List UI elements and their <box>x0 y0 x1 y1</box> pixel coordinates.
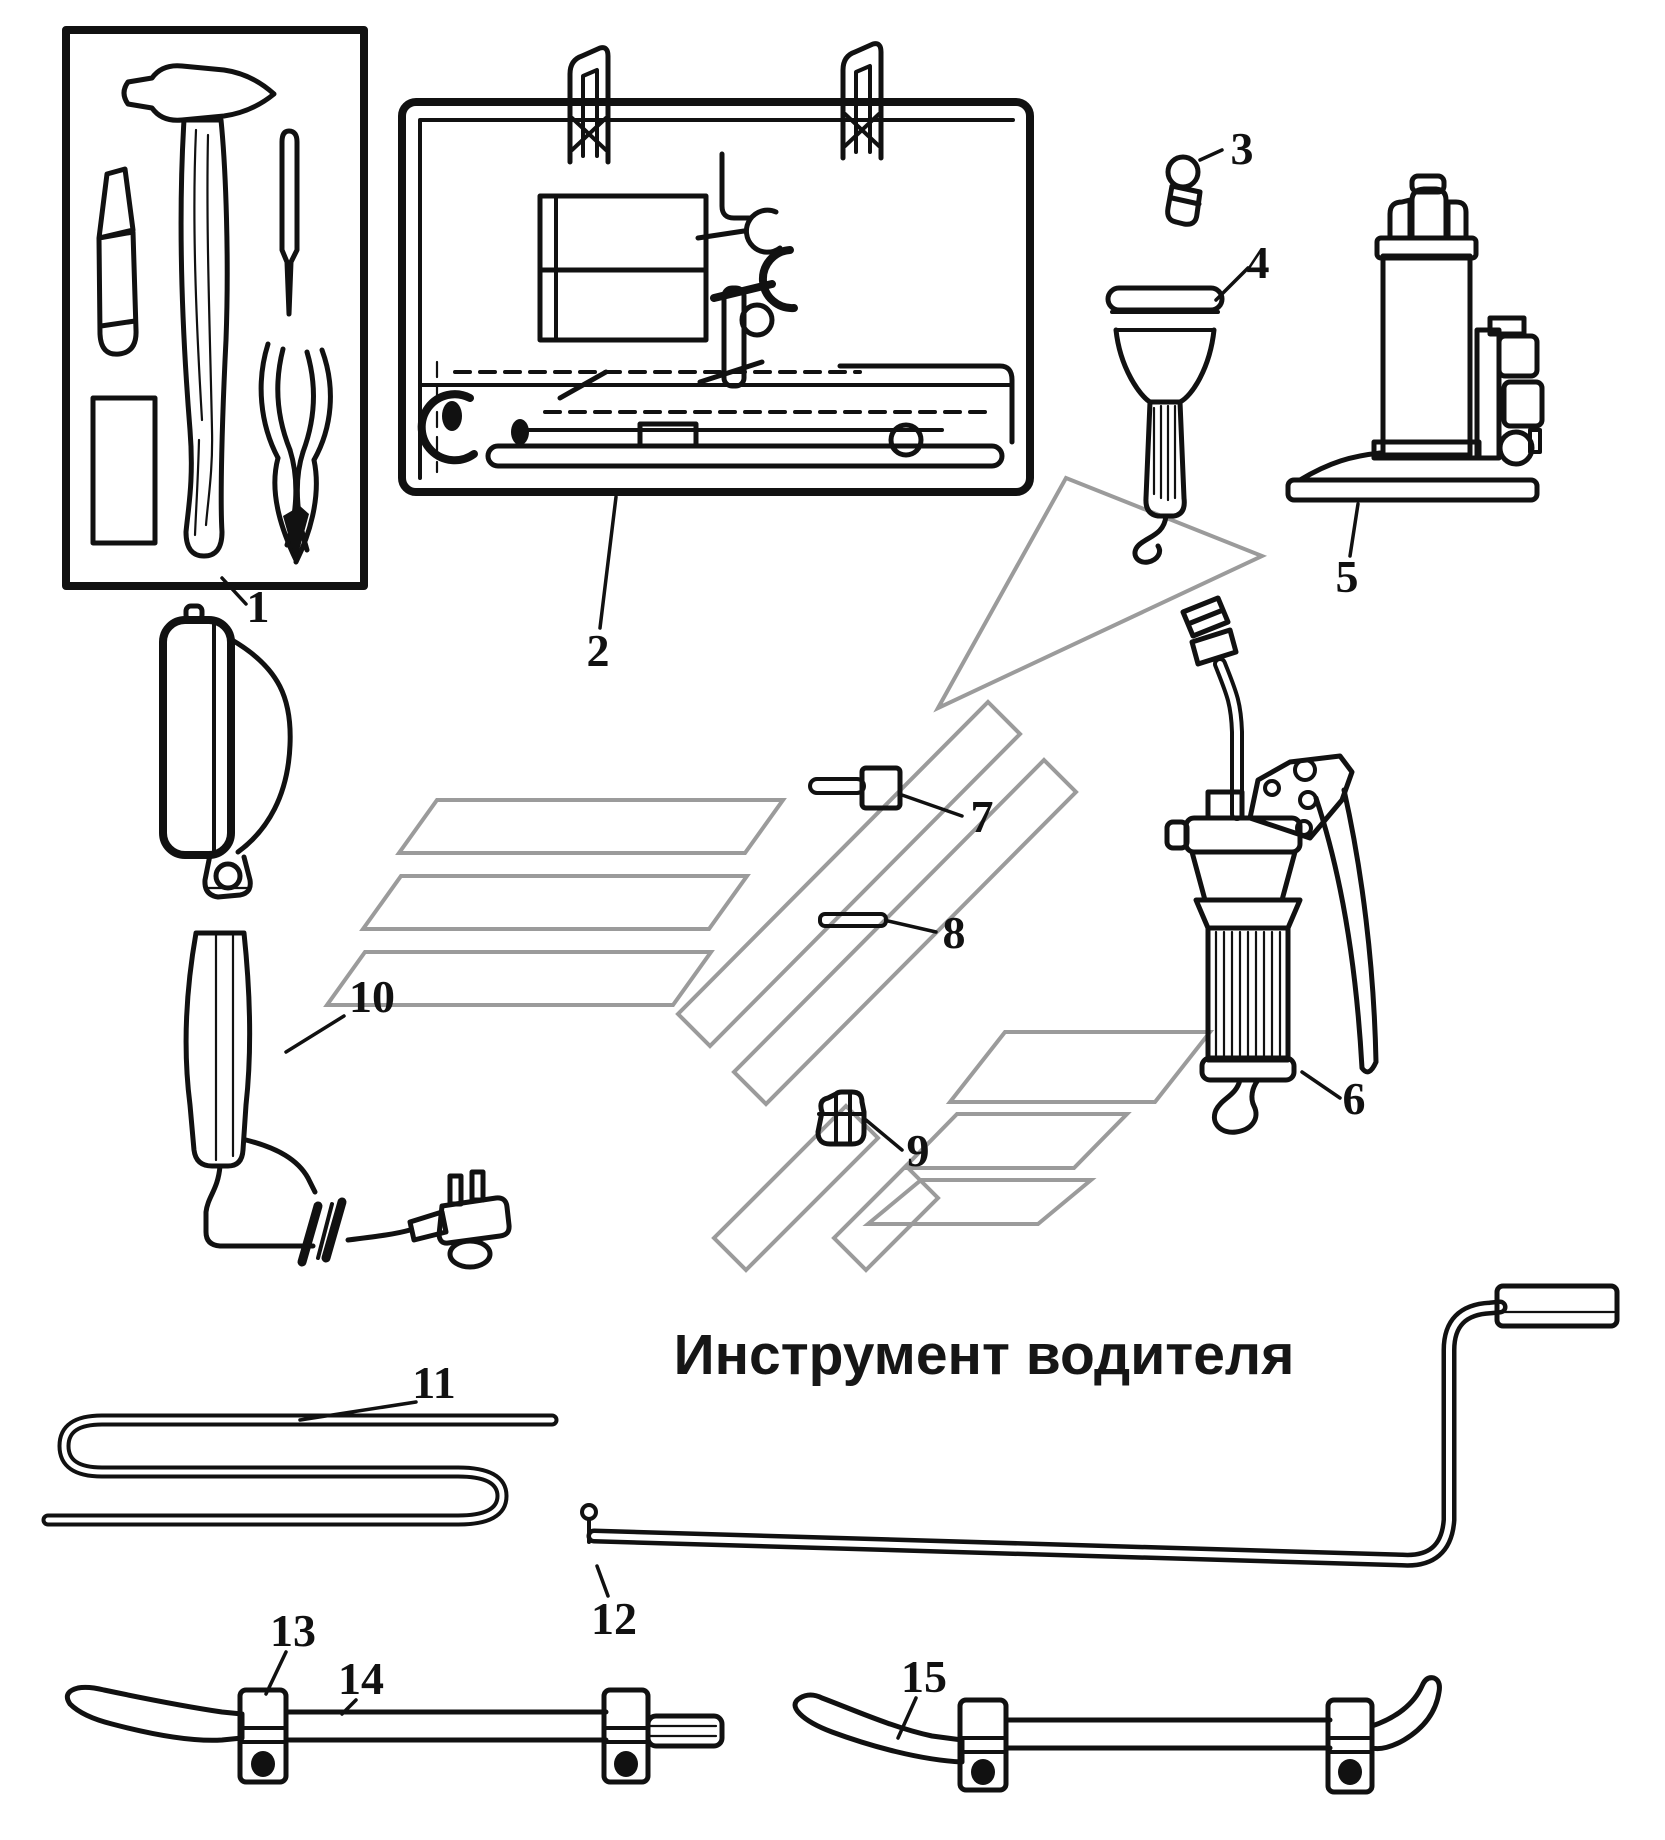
lever-bar <box>286 1712 606 1740</box>
toolbox-outline <box>66 30 364 586</box>
callout-13: 13 <box>270 1605 316 1656</box>
clamp-bands <box>604 1728 648 1742</box>
bundle-tube <box>488 446 1002 466</box>
pin-item-8 <box>820 914 886 926</box>
leader-line-5 <box>1350 504 1358 556</box>
callout-8: 8 <box>942 907 966 958</box>
watermark-band <box>734 760 1076 1104</box>
watermark-logo <box>327 478 1262 1270</box>
jack-base <box>1288 480 1537 500</box>
mounting-lever-item-15 <box>795 1678 1439 1792</box>
callout-15: 15 <box>901 1651 947 1702</box>
jack-pump-assembly <box>1477 318 1542 464</box>
fitting-stem <box>810 779 864 793</box>
lever-blade-left <box>67 1687 242 1740</box>
drift-punch <box>99 169 136 354</box>
leader-line-4 <box>1216 268 1248 300</box>
bulb-glass <box>1168 157 1198 187</box>
jack-cylinder-flange <box>1374 442 1479 458</box>
bulb-item-3 <box>1168 157 1200 224</box>
funnel-rim-band <box>1112 312 1218 330</box>
watermark-parallelogram <box>950 1032 1210 1102</box>
jack-top-cap <box>1412 176 1444 192</box>
funnel-rim <box>1108 288 1222 310</box>
lever-clamp-left <box>960 1700 1006 1790</box>
callout-1: 1 <box>246 581 270 632</box>
nozzle-cap <box>1183 598 1236 664</box>
callout-11: 11 <box>412 1357 456 1408</box>
bent-rod-item-11 <box>48 1420 552 1520</box>
lever-hex-end <box>648 1716 722 1746</box>
callout-3: 3 <box>1230 123 1254 174</box>
jack-base-ramp <box>1300 453 1380 480</box>
callout-9: 9 <box>906 1125 930 1176</box>
watermark-band <box>714 1106 878 1270</box>
hammer-handle <box>181 120 227 556</box>
clamp-bands <box>960 1738 1006 1752</box>
lamp-item-10 <box>163 606 509 1267</box>
leader-line-1 <box>222 578 246 604</box>
leader-line-10 <box>286 1016 344 1052</box>
lever-hex-flats <box>648 1726 716 1736</box>
leader-line-6 <box>1302 1072 1340 1098</box>
case-upper-tray <box>540 154 794 386</box>
watermark-parallelogram <box>904 1114 1127 1168</box>
scriber <box>282 131 297 314</box>
clamp-bands <box>1328 1738 1372 1752</box>
tool-case-item-2 <box>402 44 1030 492</box>
cord-break-marks <box>302 1202 342 1262</box>
jack-cylinder <box>1383 256 1470 455</box>
callout-10: 10 <box>349 971 395 1022</box>
callout-5: 5 <box>1335 551 1359 602</box>
callout-6: 6 <box>1342 1073 1366 1124</box>
barrel-ribs <box>1216 932 1280 1056</box>
callout-7: 7 <box>970 791 994 842</box>
toolbox-item-1 <box>66 30 364 586</box>
lamp-handle <box>186 933 249 1166</box>
pliers-jaws <box>261 344 330 460</box>
bundle-dark-lug <box>442 401 462 431</box>
callout-4: 4 <box>1246 237 1270 288</box>
lever-blade-left <box>795 1695 962 1762</box>
pliers <box>261 344 330 562</box>
power-plug <box>439 1172 509 1267</box>
lamp-cord <box>206 1166 313 1246</box>
hammer-grain-lines <box>194 130 212 535</box>
clamp-bolt <box>251 1751 275 1777</box>
jack-screw-nuts <box>1390 189 1466 238</box>
funnel-spout-hatch <box>1154 406 1175 500</box>
leader-line-8 <box>888 921 936 932</box>
watermark-band <box>834 1166 938 1270</box>
funnel-spout <box>1146 402 1184 498</box>
callout-2: 2 <box>586 625 610 676</box>
callout-12: 12 <box>591 1593 637 1644</box>
funnel-hook <box>1135 516 1166 562</box>
clamp-bands <box>240 1728 286 1742</box>
bent-pin <box>722 154 750 218</box>
diagram-title: Инструмент водителя <box>673 1323 1295 1387</box>
leader-line-12 <box>597 1566 608 1596</box>
bottom-hook <box>1214 1080 1258 1132</box>
bundle-diagonal-tools <box>560 362 762 398</box>
lever-handle <box>1316 790 1376 1072</box>
lamp-yoke <box>205 855 250 897</box>
cord-continue <box>348 1230 410 1240</box>
bundle-block <box>640 424 696 446</box>
lamp-housing <box>163 620 231 855</box>
watermark-stripe <box>399 800 783 853</box>
leader-line-7 <box>902 795 962 816</box>
hammer-head <box>124 66 274 121</box>
leader-line-3 <box>1200 150 1222 160</box>
lamp-handle-ribs <box>216 933 233 1160</box>
callout-14: 14 <box>338 1653 384 1704</box>
watermark-parallelogram <box>868 1180 1091 1224</box>
fitting-body <box>862 768 900 808</box>
jack-item-5 <box>1288 176 1542 500</box>
crank-handle-sleeve <box>1497 1286 1617 1326</box>
lever-clamp-right <box>1328 1700 1372 1792</box>
case-tool-bundle <box>422 362 1012 472</box>
lever-clamp-right <box>604 1690 648 1782</box>
clamp-item-13 <box>240 1690 286 1782</box>
clamp-bolt <box>971 1759 995 1785</box>
head-body <box>1192 852 1295 900</box>
whetstone-block <box>93 398 155 543</box>
lever-hook-end <box>1372 1678 1439 1749</box>
funnel-spout-cap <box>1146 498 1184 516</box>
leader-line-2 <box>600 497 616 628</box>
funnel-bowl <box>1116 330 1214 402</box>
funnel-item-4 <box>1108 288 1222 562</box>
lamp-hook <box>246 1140 315 1192</box>
lever-bar <box>1006 1720 1330 1748</box>
head-flange <box>1186 818 1300 852</box>
mounting-lever-item-14 <box>67 1687 722 1782</box>
clamp-bolt <box>1338 1759 1362 1785</box>
bulb-base <box>1168 186 1200 224</box>
clamp-bolt <box>614 1751 638 1777</box>
watermark-triangle <box>938 478 1262 708</box>
barrel-shoulder <box>1196 900 1300 928</box>
retainer-pin <box>582 1505 596 1519</box>
lamp-lens-dome <box>232 640 290 852</box>
watermark-stripe <box>363 876 747 929</box>
grease-gun-item-6 <box>1167 598 1376 1132</box>
